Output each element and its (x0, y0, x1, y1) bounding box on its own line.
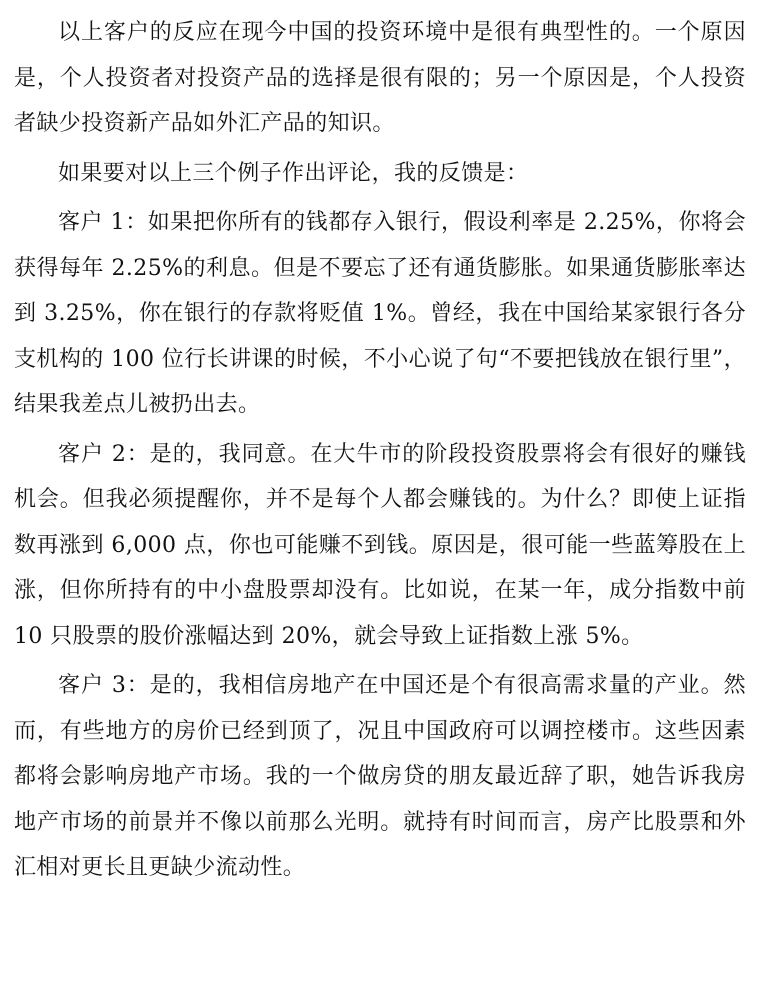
paragraph-intro: 以上客户的反应在现今中国的投资环境中是很有典型性的。一个原因是，个人投资者对投资产品的选择是很有限的；另一个原因是，个人投资者缺少投资新产品如外汇产品的知识。 (14, 20, 746, 136)
paragraph-feedback-lead: 如果要对以上三个例子作出评论，我的反馈是： (58, 160, 529, 186)
paragraph-client-3: 客户 3：是的，我相信房地产在中国还是个有很高需求量的产业。然而，有些地方的房价已经到顶了，况且中国政府可以调控楼市。这些因素都将会影响房地产市场。我的一个做房贷的朋友最近辞了职，她告诉我房地产市场的前景并不像以前那么光明。就持有时间而言，房产比股票和外汇相对更长且更缺少流动性。 (14, 673, 746, 880)
paragraph-client-2: 客户 2：是的，我同意。在大牛市的阶段投资股票将会有很好的赚钱机会。但我必须提醒你，并不是每个人都会赚钱的。为什么？即使上证指数再涨到 6,000 点，你也可能赚不到钱。原因是，很可能一些蓝筹股在上涨，但你所持有的中小盘股票却没有。比如说，在某一年，成分指数中前 10 只股票的股价涨幅达到 20%，就会导致上证指数上涨 5%。 (14, 441, 746, 649)
paragraph-client-1: 客户 1：如果把你所有的钱都存入银行，假设利率是 2.25%，你将会获得每年 2.25%的利息。但是不要忘了还有通货膨胀。如果通货膨胀率达到 3.25%，你在银行的存款将贬值 1%。曾经，我在中国给某家银行各分支机构的 100 位行长讲课的时候，不小心说了句“不要把钱放在银行里”，结果我差点儿被扔出去。 (14, 210, 746, 417)
